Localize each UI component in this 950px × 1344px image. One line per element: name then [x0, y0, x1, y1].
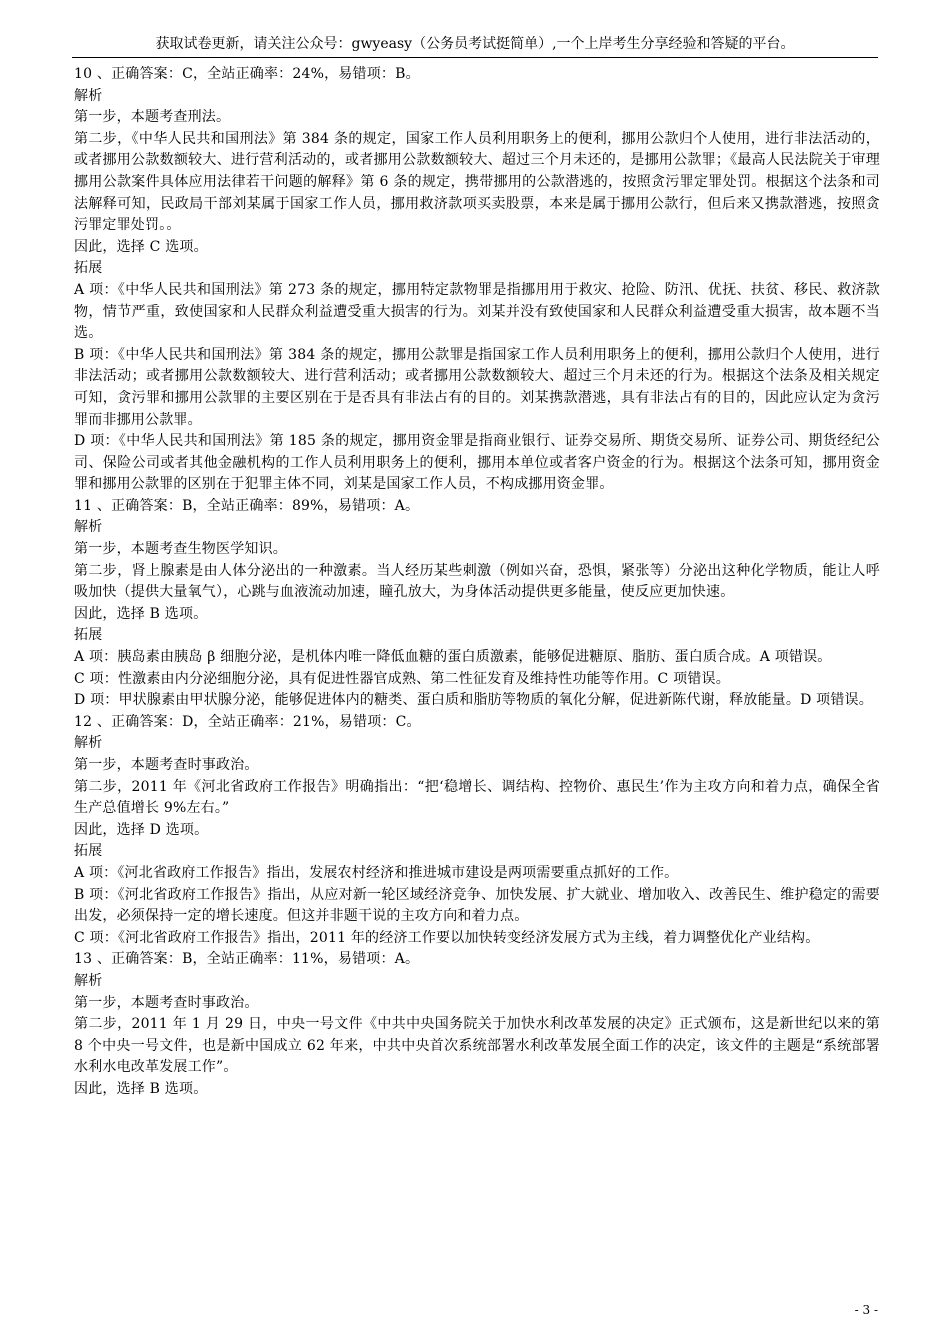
paragraph: 因此，选择 D 选项。: [74, 821, 209, 838]
paragraph: 第二步，2011 年 1 月 29 日，中央一号文件《中共中央国务院关于加快水利改革发展的决定》正式颁布，这是新世纪以来的第 8 个中央一号文件，也是新中国成立 62 年来，中共中央首次系统部署水利改革发展全面工作的决定，该文件的主题是“系统部署水利水电改革发展工作”。: [74, 1016, 880, 1076]
answer-line-q13: 13 、正确答案：B，全站正确率：11%，易错项：A。: [74, 951, 420, 968]
section-heading-extension: 拓展: [74, 627, 103, 644]
answer-line-q12: 12 、正确答案：D，全站正确率：21%，易错项：C。: [74, 713, 421, 730]
section-heading-extension: 拓展: [74, 843, 103, 860]
header-divider: [72, 57, 878, 58]
paragraph: A 项：《中华人民共和国刑法》第 273 条的规定，挪用特定款物罪是指挪用用于救灾、抢险、防汛、优抚、扶贫、移民、救济款物，情节严重，致使国家和人民群众利益遭受重大损害的行为。刘某并没有致使国家和人民群众利益遭受重大损害，故本题不当选。: [74, 281, 880, 342]
paragraph: 因此，选择 B 选项。: [74, 1080, 208, 1097]
paragraph: D 项：甲状腺素由甲状腺分泌，能够促进体内的糖类、蛋白质和脂肪等物质的氧化分解，促进新陈代谢，释放能量。D 项错误。: [74, 692, 873, 709]
paragraph: 因此，选择 B 选项。: [74, 605, 208, 622]
paragraph: B 项：《中华人民共和国刑法》第 384 条的规定，挪用公款罪是指国家工作人员利用职务上的便利，挪用公款归个人使用，进行非法活动；或者挪用公款数额较大、进行营利活动；或者挪用公款数额较大、超过三个月未还的行为。根据这个法条及相关规定可知，贪污罪和挪用公款罪的主要区别在于是否具有非法占有的目的。刘某携款潜逃，具有非法占有的目的，因此应认定为贪污罪而非挪用公款罪。: [74, 346, 880, 428]
paragraph: 第一步，本题考查时事政治。: [74, 757, 259, 773]
page-header: 获取试卷更新，请关注公众号：gwyeasy（公务员考试挺简单）,一个上岸考生分享经验和答疑的平台。: [155, 36, 795, 52]
paragraph: 第一步，本题考查生物医学知识。: [74, 541, 287, 558]
section-heading-analysis: 解析: [74, 87, 103, 104]
paragraph: C 项：《河北省政府工作报告》指出，2011 年的经济工作要以加快转变经济发展方式为主线，着力调整优化产业结构。: [74, 929, 820, 946]
paragraph: 第一步，本题考查刑法。: [74, 109, 231, 126]
paragraph: 第二步，《中华人民共和国刑法》第 384 条的规定，国家工作人员利用职务上的便利，挪用公款归个人使用，进行非法活动的，或者挪用公款数额较大、进行营利活动的，或者挪用公款数额较大、超过三个月未还的，是挪用公款罪；《最高人民法院关于审理挪用公款案件具体应用法律若干问题的解释》第 6 条的规定，携带挪用的公款潜逃的，按照贪污罪定罪处罚。根据这个法条和司法解释可知，民政局干部刘某属于国家工作人员，挪用救济款项买卖股票，本来是属于挪用公款行，但后来又携款潜逃，按照贪污罪定罪处罚。。: [74, 130, 880, 234]
section-heading-extension: 拓展: [74, 260, 103, 277]
document-body: [74, 64, 880, 1101]
section-heading-analysis: 解析: [74, 972, 103, 989]
paragraph: 第一步，本题考查时事政治。: [74, 994, 259, 1011]
paragraph: C 项：性激素由内分泌细胞分泌，具有促进性器官成熟、第二性征发育及维持性功能等作用。C 项错误。: [74, 670, 730, 687]
section-heading-analysis: 解析: [74, 519, 103, 536]
paragraph: D 项：《中华人民共和国刑法》第 185 条的规定，挪用资金罪是指商业银行、证券交易所、期货交易所、证券公司、期货经纪公司、保险公司或者其他金融机构的工作人员利用职务上的便利，挪用本单位或者客户资金的行为。根据这个法条可知，挪用资金罪和挪用公款罪的区别在于犯罪主体不同，刘某是国家工作人员，不构成挪用资金罪。: [74, 433, 880, 493]
page-number: - 3 -: [854, 1303, 878, 1317]
paragraph: A 项：《河北省政府工作报告》指出，发展农村经济和推进城市建设是两项需要重点抓好的工作。: [74, 864, 679, 881]
section-heading-analysis: 解析: [74, 735, 103, 752]
paragraph: 第二步，2011 年《河北省政府工作报告》明确指出：“把‘稳增长、调结构、控物价、惠民生’作为主攻方向和着力点，确保全省生产总值增长 9%左右。”: [74, 778, 880, 817]
paragraph: B 项：《河北省政府工作报告》指出，从应对新一轮区域经济竞争、加快发展、扩大就业、增加收入、改善民生、维护稳定的需要出发，必须保持一定的增长速度。但这并非题干说的主攻方向和着力点。: [74, 886, 880, 925]
paragraph: 第二步，肾上腺素是由人体分泌出的一种激素。当人经历某些刺激（例如兴奋，恐惧，紧张等）分泌出这种化学物质，能让人呼吸加快（提供大量氧气），心跳与血液流动加速，瞳孔放大，为身体活动提供更多能量，使反应更加快速。: [74, 562, 880, 601]
paragraph: 因此，选择 C 选项。: [74, 238, 208, 255]
answer-line-q10: 10 、正确答案：C，全站正确率：24%，易错项：B。: [74, 66, 420, 82]
paragraph: A 项：胰岛素由胰岛 β 细胞分泌，是机体内唯一降低血糖的蛋白质激素，能够促进糖原、脂肪、蛋白质合成。A 项错误。: [74, 649, 832, 666]
answer-line-q11: 11 、正确答案：B，全站正确率：89%，易错项：A。: [74, 497, 420, 514]
